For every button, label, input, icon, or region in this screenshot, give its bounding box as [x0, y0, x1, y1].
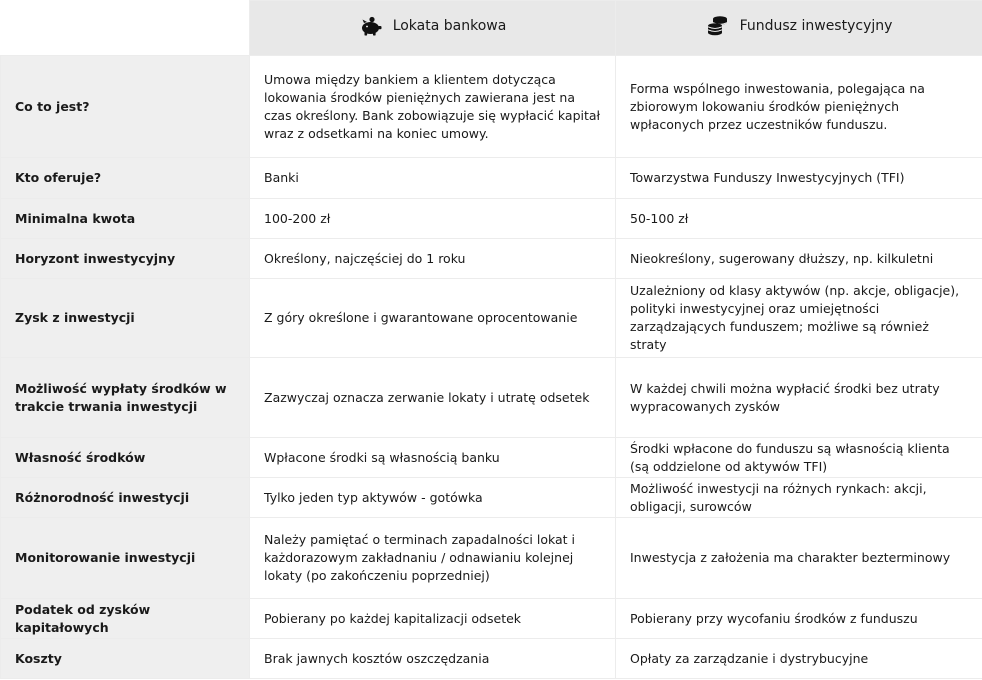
table-row: [1, 599, 982, 639]
cell-lokata: Określony, najczęściej do 1 roku: [250, 239, 616, 279]
table-row: [1, 279, 982, 358]
piggy-bank-icon: [359, 16, 383, 36]
cell-lokata: Banki: [250, 158, 616, 199]
row-label: Koszty: [1, 639, 250, 679]
cell-fundusz: Środki wpłacone do funduszu są własnością klienta (są oddzielone od aktywów TFI): [616, 438, 982, 478]
column-header-fundusz-label: Fundusz inwestycyjny: [739, 17, 893, 34]
cell-fundusz: Możliwość inwestycji na różnych rynkach: akcji, obligacji, surowców: [616, 478, 982, 518]
cell-lokata: Z góry określone i gwarantowane oprocentowanie: [250, 279, 616, 358]
cell-lokata: Należy pamiętać o terminach zapadalności lokat i każdorazowym zakładnaniu / odnawianiu kolejnej lokaty (po zakończeniu poprzedniej): [250, 518, 616, 599]
row-label: Zysk z inwestycji: [1, 279, 250, 358]
column-header-lokata: [250, 1, 616, 56]
table-row: [1, 358, 982, 438]
cell-fundusz: Uzależniony od klasy aktywów (np. akcje, obligacje), polityki inwestycyjnej oraz umiejętności zarządzających funduszem; możliwe są również straty: [616, 279, 982, 358]
row-label: Minimalna kwota: [1, 199, 250, 239]
cell-lokata: Tylko jeden typ aktywów - gotówka: [250, 478, 616, 518]
table-row: [1, 639, 982, 679]
cell-fundusz: W każdej chwili można wypłacić środki bez utraty wypracowanych zysków: [616, 358, 982, 438]
cell-fundusz: Forma wspólnego inwestowania, polegająca na zbiorowym lokowaniu środków pieniężnych wpłaconych przez uczestników funduszu.: [616, 56, 982, 158]
table-row: [1, 199, 982, 239]
table-row: [1, 158, 982, 199]
cell-fundusz: Inwestycja z założenia ma charakter bezterminowy: [616, 518, 982, 599]
row-label: Monitorowanie inwestycji: [1, 518, 250, 599]
cell-fundusz: Pobierany przy wycofaniu środków z funduszu: [616, 599, 982, 639]
column-header-lokata-label: Lokata bankowa: [392, 17, 507, 34]
cell-fundusz: Nieokreślony, sugerowany dłuższy, np. kilkuletni: [616, 239, 982, 279]
row-label: Co to jest?: [1, 56, 250, 158]
header-corner: [1, 1, 250, 56]
row-label: Różnorodność inwestycji: [1, 478, 250, 518]
cell-fundusz: Towarzystwa Funduszy Inwestycyjnych (TFI): [616, 158, 982, 199]
coin-stack-icon: [706, 15, 730, 37]
cell-lokata: Zazwyczaj oznacza zerwanie lokaty i utratę odsetek: [250, 358, 616, 438]
cell-fundusz: Opłaty za zarządzanie i dystrybucyjne: [616, 639, 982, 679]
row-label: Własność środków: [1, 438, 250, 478]
row-label: Podatek od zysków kapitałowych: [1, 599, 250, 639]
table-row: [1, 239, 982, 279]
cell-lokata: 100-200 zł: [250, 199, 616, 239]
row-label: Horyzont inwestycyjny: [1, 239, 250, 279]
cell-lokata: Brak jawnych kosztów oszczędzania: [250, 639, 616, 679]
cell-fundusz: 50-100 zł: [616, 199, 982, 239]
cell-lokata: Pobierany po każdej kapitalizacji odsetek: [250, 599, 616, 639]
header-row: [1, 1, 982, 56]
column-header-fundusz: [616, 1, 982, 56]
row-label: Możliwość wypłaty środków w trakcie trwania inwestycji: [1, 358, 250, 438]
cell-lokata: Wpłacone środki są własnością banku: [250, 438, 616, 478]
cell-lokata: Umowa między bankiem a klientem dotycząca lokowania środków pieniężnych zawierana jest na czas określony. Bank zobowiązuje się wypłacić kapitał wraz z odsetkami na koniec umowy.: [250, 56, 616, 158]
table-row: [1, 518, 982, 599]
table-row: [1, 438, 982, 478]
table-row: [1, 478, 982, 518]
table-row: [1, 56, 982, 158]
row-label: Kto oferuje?: [1, 158, 250, 199]
